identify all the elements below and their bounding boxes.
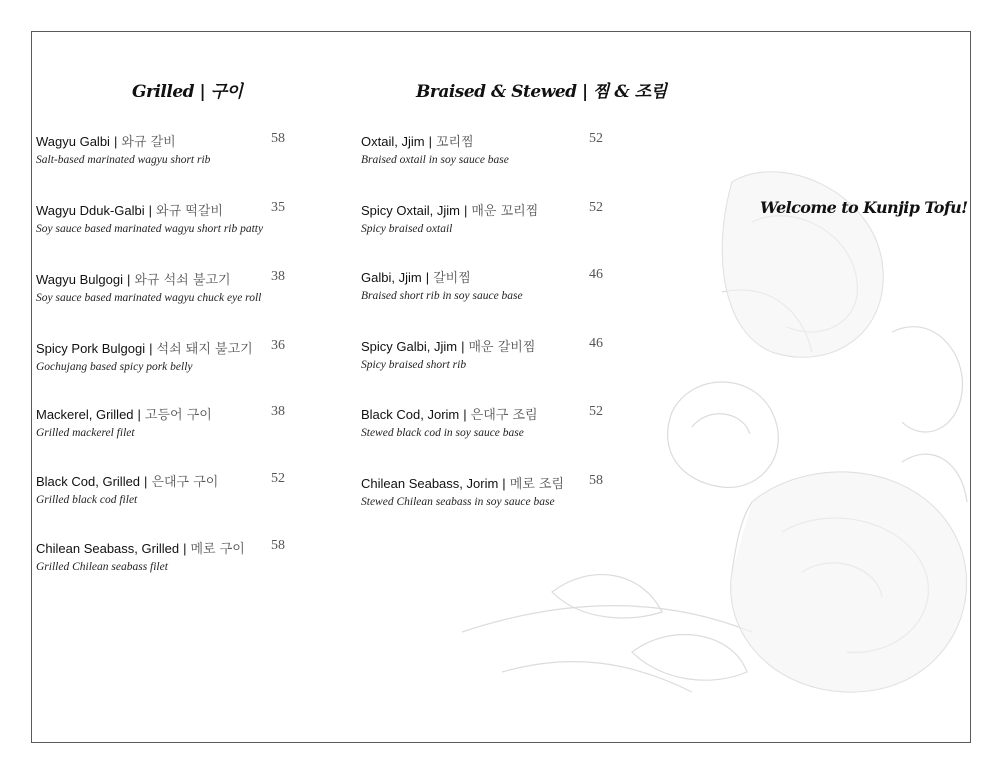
menu-item (36, 538, 296, 573)
item-separator: | (463, 203, 468, 218)
menu-item (36, 200, 296, 235)
menu-item (361, 404, 621, 439)
item-name: Mackerel, Grilled (36, 407, 134, 422)
item-description: Grilled black cod filet (36, 494, 138, 506)
item-korean-name: 매운 갈비찜 (468, 340, 536, 355)
item-separator: | (425, 270, 430, 285)
item-name: Chilean Seabass, Grilled (36, 541, 180, 556)
item-korean-name: 와규 석쇠 불고기 (134, 273, 231, 288)
item-price: 35 (271, 200, 285, 215)
menu-item (361, 473, 621, 508)
item-korean-name: 은대구 구이 (151, 475, 219, 490)
item-name: Spicy Galbi, Jjim (361, 339, 458, 354)
item-price: 52 (589, 131, 603, 146)
item-price: 36 (271, 338, 285, 353)
menu-item (36, 269, 296, 304)
item-price: 46 (589, 267, 603, 282)
item-description: Braised short rib in soy sauce base (361, 290, 523, 302)
item-description: Spicy braised short rib (361, 359, 467, 371)
item-separator: | (137, 407, 141, 422)
item-separator: | (149, 341, 153, 356)
item-name: Wagyu Dduk-Galbi (36, 203, 145, 218)
section-title-braised: Braised & Stewed | 찜 & 조림 (416, 82, 667, 102)
item-price: 58 (589, 473, 603, 488)
item-separator: | (463, 407, 467, 422)
item-korean-name: 매운 꼬리찜 (471, 204, 539, 219)
welcome-message: Welcome to Kunjip Tofu! (760, 198, 968, 217)
menu-item (361, 267, 621, 302)
item-description: Grilled mackerel filet (36, 427, 135, 439)
item-korean-name: 은대구 조림 (470, 408, 538, 423)
item-separator: | (461, 339, 465, 354)
item-name: Black Cod, Jorim (361, 407, 460, 422)
menu-item (361, 131, 621, 166)
item-description: Soy sauce based marinated wagyu short rib patty (36, 223, 264, 235)
item-description: Salt-based marinated wagyu short rib (36, 154, 211, 166)
item-korean-name: 메로 조림 (509, 477, 565, 492)
item-separator: | (126, 272, 131, 287)
item-name: Chilean Seabass, Jorim (361, 476, 499, 491)
item-korean-name: 꼬리찜 (435, 135, 474, 150)
item-description: Grilled Chilean seabass filet (36, 561, 168, 573)
menu-item (36, 471, 296, 506)
item-korean-name: 갈비찜 (433, 271, 471, 286)
item-price: 46 (589, 336, 603, 351)
menu-item (36, 131, 296, 166)
menu-item (361, 200, 621, 235)
item-price: 58 (271, 131, 285, 146)
item-korean-name: 고등어 구이 (144, 408, 212, 423)
item-korean-name: 와규 갈비 (121, 135, 176, 150)
item-price: 38 (271, 269, 285, 284)
item-price: 52 (589, 200, 603, 215)
menu-page (31, 31, 971, 743)
item-description: Stewed black cod in soy sauce base (361, 427, 524, 439)
item-name: Black Cod, Grilled (36, 474, 141, 489)
menu-item (36, 404, 296, 439)
item-separator: | (148, 203, 153, 218)
item-separator: | (144, 474, 148, 489)
item-description: Gochujang based spicy pork belly (36, 361, 193, 373)
item-name: Galbi, Jjim (361, 270, 422, 285)
menu-item (361, 336, 621, 371)
item-name: Oxtail, Jjim (361, 134, 425, 149)
item-description: Stewed Chilean seabass in soy sauce base (361, 496, 555, 508)
item-price: 52 (271, 471, 285, 486)
item-korean-name: 메로 구이 (190, 542, 245, 557)
item-korean-name: 석쇠 돼지 불고기 (156, 342, 253, 357)
item-name: Spicy Oxtail, Jjim (361, 203, 460, 218)
section-title-grilled: Grilled | 구이 (132, 82, 243, 102)
item-separator: | (502, 476, 506, 491)
item-name: Wagyu Bulgogi (36, 272, 123, 287)
item-description: Braised oxtail in soy sauce base (361, 154, 509, 166)
menu-item (36, 338, 296, 373)
item-price: 58 (271, 538, 285, 553)
item-price: 52 (589, 404, 603, 419)
item-description: Spicy braised oxtail (361, 223, 453, 235)
item-name: Spicy Pork Bulgogi (36, 341, 146, 356)
item-separator: | (183, 541, 187, 556)
item-korean-name: 와규 떡갈비 (156, 204, 223, 219)
item-description: Soy sauce based marinated wagyu chuck eye roll (36, 292, 262, 304)
item-name: Wagyu Galbi (36, 134, 110, 149)
item-separator: | (428, 134, 432, 149)
item-price: 38 (271, 404, 285, 419)
item-separator: | (113, 134, 118, 149)
